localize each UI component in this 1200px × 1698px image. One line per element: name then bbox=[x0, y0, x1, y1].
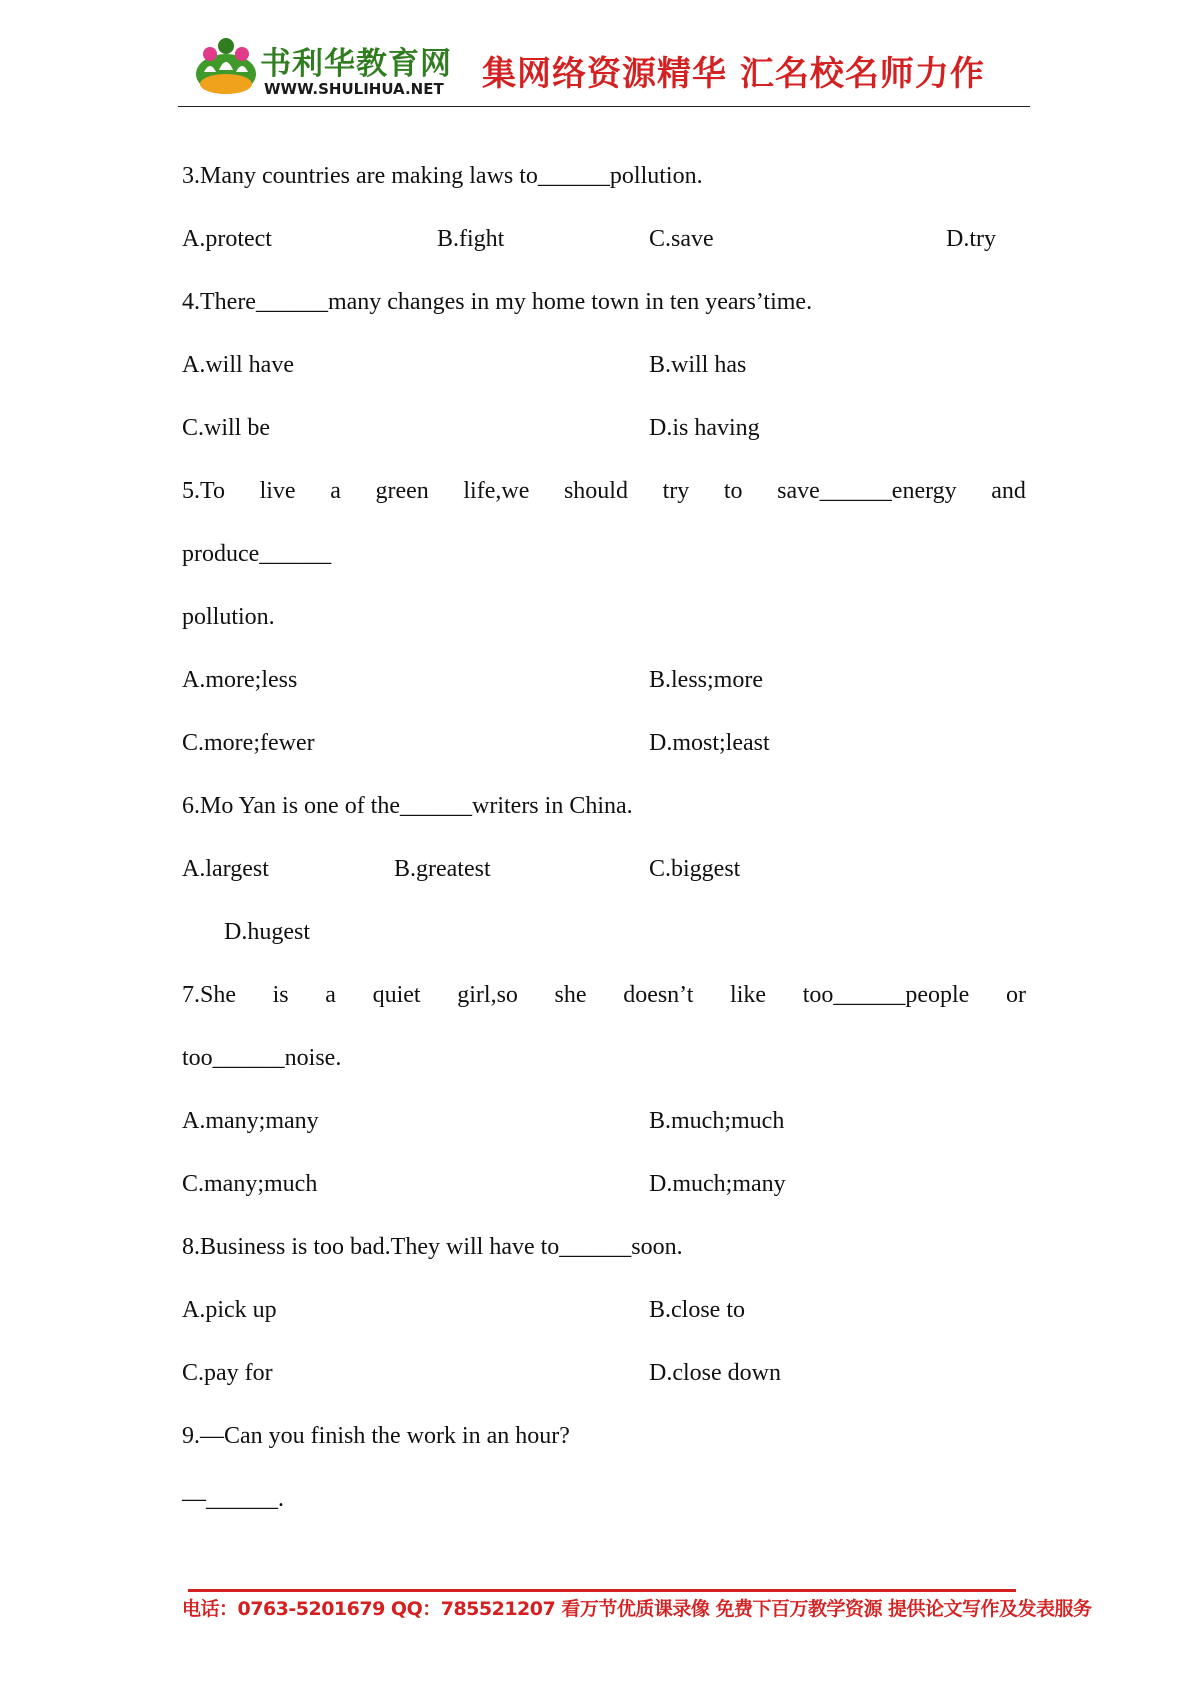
stem-word: quiet bbox=[372, 982, 421, 1008]
stem-word: a bbox=[330, 478, 341, 504]
question-7-option-a: A.many;many bbox=[182, 1108, 319, 1134]
question-7-option-b: B.much;much bbox=[649, 1108, 785, 1134]
stem-word: 5.To bbox=[182, 478, 225, 504]
stem-word: like bbox=[730, 982, 767, 1008]
question-7-stem-line-2: too______noise. bbox=[182, 1045, 342, 1071]
stem-word: girl,so bbox=[457, 982, 518, 1008]
question-3-option-d: D.try bbox=[946, 226, 996, 252]
header-slogan: 集网络资源精华 汇名校名师力作 bbox=[482, 54, 985, 94]
question-6-option-c: C.biggest bbox=[649, 856, 741, 882]
question-5-option-b: B.less;more bbox=[649, 667, 763, 693]
question-6-stem: 6.Mo Yan is one of the______writers in China. bbox=[182, 793, 633, 819]
stem-word: and bbox=[991, 478, 1026, 504]
logo-icon bbox=[194, 34, 258, 98]
brand-url: WWW.SHULIHUA.NET bbox=[264, 80, 444, 98]
stem-word: to bbox=[723, 478, 743, 504]
question-6-option-b: B.greatest bbox=[394, 856, 491, 882]
site-header bbox=[178, 30, 1038, 110]
footer-contact: 电话：0763-5201679 QQ：785521207 看万节优质课录像 免费下百万教学资源 提供论文写作及发表服务 bbox=[182, 1598, 1092, 1620]
question-5-stem bbox=[182, 476, 1026, 506]
stem-word: save______energy bbox=[777, 478, 957, 504]
question-7-option-d: D.much;many bbox=[649, 1171, 786, 1197]
question-7-stem bbox=[182, 980, 1026, 1010]
question-5-option-a: A.more;less bbox=[182, 667, 298, 693]
stem-word: a bbox=[325, 982, 336, 1008]
question-4-stem: 4.There______many changes in my home town in ten years’time. bbox=[182, 289, 813, 315]
question-6-option-a: A.largest bbox=[182, 856, 269, 882]
brand-name: 书利华教育网 bbox=[260, 46, 452, 82]
stem-word: is bbox=[272, 982, 289, 1008]
stem-word: should bbox=[563, 478, 628, 504]
stem-word: she bbox=[554, 982, 587, 1008]
question-5-stem-line-3: pollution. bbox=[182, 604, 275, 630]
question-5-stem-line-2: produce______ bbox=[182, 541, 332, 567]
header-divider bbox=[178, 106, 1030, 107]
question-9-stem: 9.—Can you finish the work in an hour? bbox=[182, 1423, 570, 1449]
question-7-option-c: C.many;much bbox=[182, 1171, 318, 1197]
stem-word: green bbox=[375, 478, 429, 504]
question-8-option-b: B.close to bbox=[649, 1297, 745, 1323]
question-3-stem: 3.Many countries are making laws to______pollution. bbox=[182, 163, 703, 189]
question-3-option-a: A.protect bbox=[182, 226, 272, 252]
question-6-option-d: D.hugest bbox=[224, 919, 310, 945]
question-9-answer-blank: —______. bbox=[182, 1486, 284, 1512]
question-4-option-c: C.will be bbox=[182, 415, 270, 441]
question-5-option-d: D.most;least bbox=[649, 730, 770, 756]
question-3-option-b: B.fight bbox=[437, 226, 505, 252]
footer-divider bbox=[188, 1589, 1016, 1592]
question-3-option-c: C.save bbox=[649, 226, 714, 252]
stem-word: doesn’t bbox=[623, 982, 694, 1008]
stem-word: or bbox=[1005, 982, 1026, 1008]
question-4-option-a: A.will have bbox=[182, 352, 294, 378]
stem-word: live bbox=[259, 478, 296, 504]
question-8-stem: 8.Business is too bad.They will have to______soon. bbox=[182, 1234, 683, 1260]
stem-word: try bbox=[662, 478, 690, 504]
stem-word: too______people bbox=[802, 982, 970, 1008]
stem-word: 7.She bbox=[182, 982, 236, 1008]
question-4-option-d: D.is having bbox=[649, 415, 760, 441]
question-8-option-c: C.pay for bbox=[182, 1360, 273, 1386]
question-8-option-a: A.pick up bbox=[182, 1297, 277, 1323]
stem-word: life,we bbox=[463, 478, 530, 504]
question-8-option-d: D.close down bbox=[649, 1360, 781, 1386]
question-5-option-c: C.more;fewer bbox=[182, 730, 315, 756]
question-4-option-b: B.will has bbox=[649, 352, 747, 378]
